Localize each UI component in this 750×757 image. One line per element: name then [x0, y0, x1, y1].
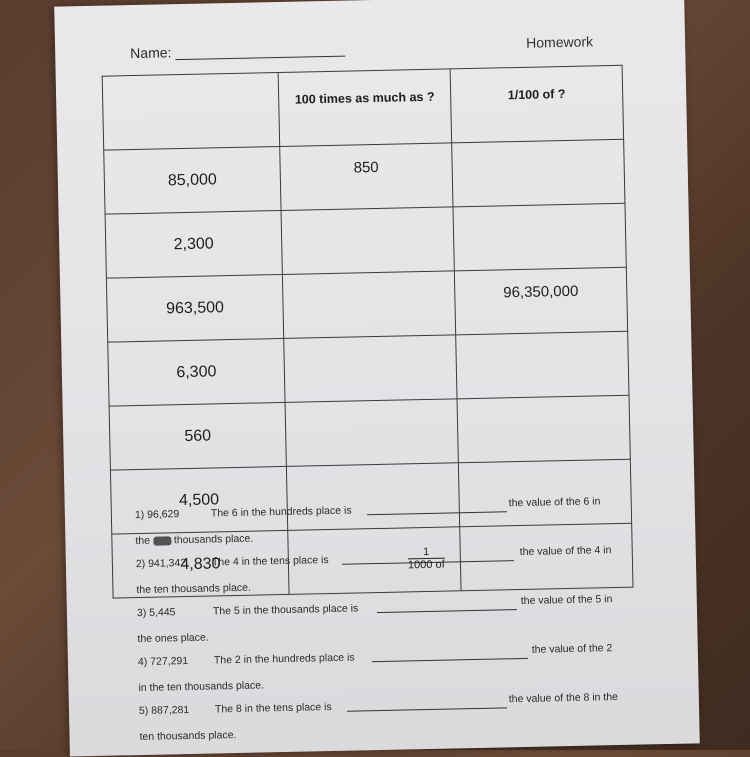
row-number: 4,500: [110, 466, 287, 534]
homework-label: Homework: [526, 33, 594, 51]
question-line2: the ones place.: [137, 631, 209, 646]
question-tail: the value of the 5 in: [520, 593, 613, 608]
question-statement: The 2 in the hundreds place is: [213, 651, 355, 667]
name-label: Name:: [130, 44, 172, 62]
one-hundredth-answer: [457, 395, 630, 463]
answer-blank[interactable]: [377, 609, 517, 613]
table-row: [108, 331, 629, 406]
times-100-answer: [282, 271, 455, 339]
times-100-answer: [281, 207, 454, 275]
handwritten-fraction-answer: [408, 546, 445, 572]
question-tail: the value of the 6 in: [508, 495, 601, 510]
answer-blank[interactable]: [372, 658, 528, 662]
question-tail: the value of the 2: [531, 642, 613, 656]
question-line2-post: thousands place.: [173, 532, 254, 547]
question-statement: The 4 in the tens place is: [211, 554, 329, 569]
scribble-mark: [153, 536, 171, 545]
row-number: 85,000: [104, 146, 281, 214]
row-number: 2,300: [105, 210, 282, 278]
question-tail: the value of the 8 in the: [508, 691, 619, 706]
question-line2: the ten thousands place.: [136, 581, 251, 597]
times-100-answer: [285, 399, 458, 467]
row-number: 6,300: [108, 338, 285, 406]
question-line2: in the ten thousands place.: [138, 679, 265, 695]
question-number: 1) 96,629: [134, 508, 180, 522]
question-number: 2) 941,342: [135, 557, 187, 571]
question-statement: The 8 in the tens place is: [214, 701, 332, 716]
name-field: [175, 56, 345, 61]
question-number: 3) 5,445: [136, 606, 176, 620]
question-statement: The 5 in the thousands place is: [212, 602, 359, 618]
one-hundredth-answer: [456, 331, 629, 399]
table-header-row: [102, 65, 623, 150]
times-100-answer: 850: [280, 143, 453, 211]
row-number: 560: [109, 402, 286, 470]
answer-blank[interactable]: [367, 511, 507, 515]
question-number: 5) 887,281: [138, 704, 190, 718]
answer-blank[interactable]: [347, 707, 507, 711]
times-100-answer: [284, 335, 457, 403]
fraction-denominator: 1000 of: [407, 558, 445, 572]
table-row: [105, 203, 626, 278]
question-line2: ten thousands place.: [139, 729, 237, 744]
question-tail: the value of the 4 in: [519, 544, 612, 559]
question-number: 4) 727,291: [137, 655, 189, 669]
column-header-one-hundredth: 1/100 of ?: [450, 65, 624, 143]
table-row: [104, 139, 625, 214]
question-item: [138, 691, 660, 754]
question-statement: The 6 in the hundreds place is: [210, 504, 352, 520]
one-hundredth-answer: [453, 203, 626, 271]
column-header-number: [102, 73, 280, 151]
fraction-numerator: 1: [408, 546, 445, 560]
row-number: 4,830: [112, 530, 289, 598]
column-header-times-100: 100 times as much as ?: [278, 69, 452, 147]
question-line2-pre: the: [135, 534, 151, 548]
question-list: [134, 495, 660, 754]
one-hundredth-answer: [452, 139, 625, 207]
row-number: 963,500: [106, 274, 283, 342]
table-row: [106, 267, 627, 342]
one-hundredth-answer: 96,350,000: [454, 267, 627, 335]
worksheet-paper: [54, 0, 700, 757]
table-row: [109, 395, 630, 470]
